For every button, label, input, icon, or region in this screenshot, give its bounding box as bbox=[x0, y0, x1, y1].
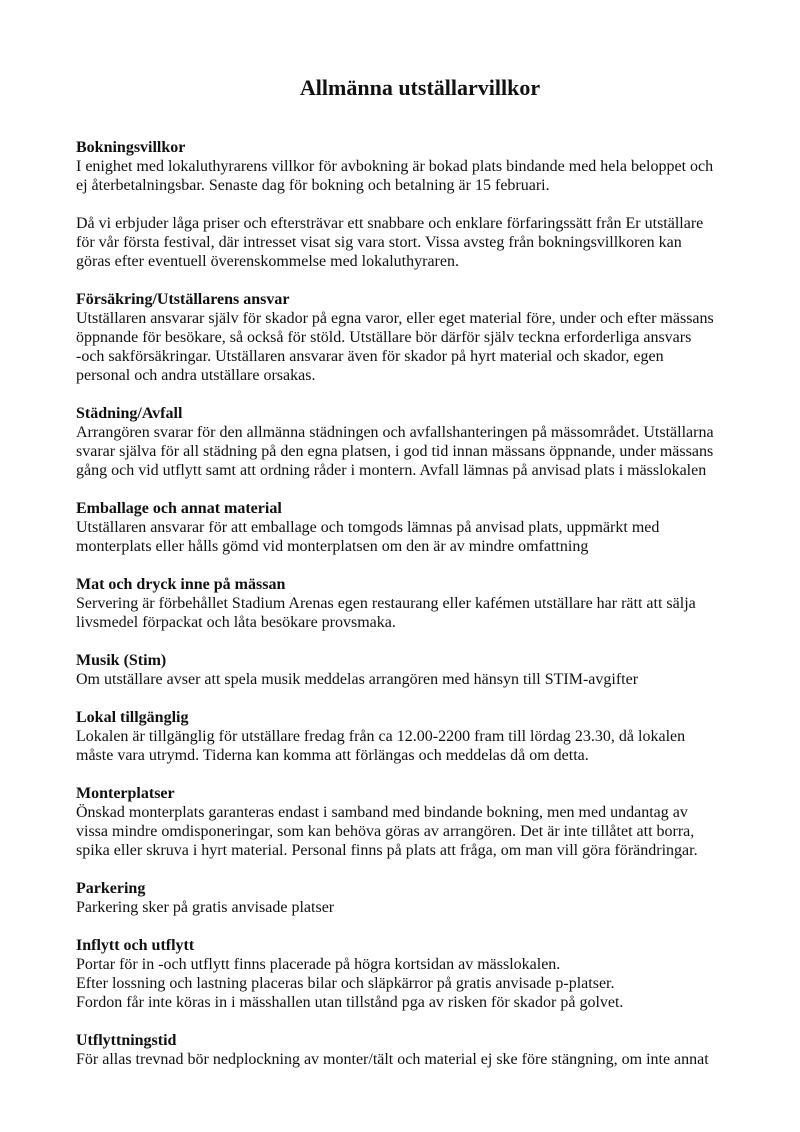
paragraph-line: Utställaren ansvarar för att emballage och tomgods lämnas på anvisad plats, uppmärkt med bbox=[76, 519, 660, 536]
paragraph-line: monterplats eller hålls gömd vid monterplatsen om den är av mindre omfattning bbox=[76, 538, 589, 555]
section-paragraph bbox=[76, 157, 756, 195]
paragraph-line: livsmedel förpackat och låta besökare provsmaka. bbox=[76, 614, 396, 631]
section bbox=[76, 575, 756, 632]
paragraph-gap bbox=[76, 195, 756, 214]
section-paragraph bbox=[76, 898, 756, 917]
section-heading: Bokningsvillkor bbox=[76, 139, 186, 156]
section bbox=[76, 290, 756, 385]
paragraph-line: -och sakförsäkringar. Utställaren ansvarar även för skador på hyrt material och skador, egen bbox=[76, 348, 664, 365]
section-heading: Musik (Stim) bbox=[76, 652, 167, 669]
paragraph-line: Önskad monterplats garanteras endast i samband med bindande bokning, men med undantag av bbox=[76, 804, 688, 821]
section bbox=[76, 404, 756, 480]
section bbox=[76, 138, 756, 271]
section bbox=[76, 499, 756, 556]
paragraph-line: gång och vid utflytt samt att ordning råder i montern. Avfall lämnas på anvisad plats i mässlokalen bbox=[76, 462, 707, 479]
section-paragraph bbox=[76, 518, 756, 556]
section-heading: Försäkring/Utställarens ansvar bbox=[76, 291, 290, 308]
paragraph-line: Servering är förbehållet Stadium Arenas egen restaurang eller kafémen utställare har rätt att sälja bbox=[76, 595, 696, 612]
paragraph-line: spika eller skruva i hyrt material. Personal finns på plats att fråga, om man vill göra förändringar. bbox=[76, 842, 698, 859]
paragraph-line: ej återbetalningsbar. Senaste dag för bokning och betalning är 15 februari. bbox=[76, 177, 550, 194]
paragraph-line: öppnande för besökare, så också för stöld. Utställare bör därför själv teckna erforderliga ansvars bbox=[76, 329, 692, 346]
section-paragraph bbox=[76, 727, 756, 765]
sections-container bbox=[76, 138, 756, 1069]
paragraph-line: Lokalen är tillgänglig för utställare fredag från ca 12.00-2200 fram till lördag 23.30, då lokalen bbox=[76, 728, 686, 745]
section bbox=[76, 708, 756, 765]
paragraph-line: göras efter eventuell överenskommelse med lokaluthyraren. bbox=[76, 253, 459, 270]
section bbox=[76, 651, 756, 689]
section-paragraph bbox=[76, 955, 756, 1012]
paragraph-line: personal och andra utställare orsakas. bbox=[76, 367, 316, 384]
section-heading: Emballage och annat material bbox=[76, 500, 282, 517]
paragraph-line: Arrangören svarar för den allmänna städningen och avfallshanteringen på mässområdet. Utställarna bbox=[76, 424, 714, 441]
section-heading: Utflyttningstid bbox=[76, 1032, 177, 1049]
section-heading: Städning/Avfall bbox=[76, 405, 183, 422]
paragraph-line: Parkering sker på gratis anvisade platser bbox=[76, 899, 335, 916]
paragraph-line: Om utställare avser att spela musik meddelas arrangören med hänsyn till STIM-avgifter bbox=[76, 671, 639, 688]
paragraph-line: För allas trevnad bör nedplockning av monter/tält och material ej ske före stängning, om inte annat bbox=[76, 1051, 709, 1068]
section-heading: Monterplatser bbox=[76, 785, 175, 802]
section bbox=[76, 936, 756, 1012]
section-paragraph bbox=[76, 423, 756, 480]
paragraph-line: vissa mindre omdisponeringar, som kan behöva göras av arrangören. Det är inte tillåtet att borra, bbox=[76, 823, 695, 840]
section-heading: Mat och dryck inne på mässan bbox=[76, 576, 286, 593]
section-paragraph bbox=[76, 309, 756, 385]
paragraph-line: för vår första festival, där intresset visat sig vara stort. Vissa avsteg från bokningsvillkoren kan bbox=[76, 234, 682, 251]
section-heading: Lokal tillgänglig bbox=[76, 709, 189, 726]
section-paragraph bbox=[76, 803, 756, 860]
paragraph-line: Då vi erbjuder låga priser och eftersträvar ett snabbare och enklare förfaringssätt från Er utställare bbox=[76, 215, 704, 232]
paragraph-line: Portar för in -och utflytt finns placerade på högra kortsidan av mässlokalen. bbox=[76, 956, 561, 973]
section-paragraph bbox=[76, 670, 756, 689]
paragraph-line: svarar själva för all städning på den egna platsen, i god tid innan mässans öppnande, under mässans bbox=[76, 443, 714, 460]
section-paragraph bbox=[76, 1050, 756, 1069]
section-paragraph bbox=[76, 594, 756, 632]
paragraph-line: måste vara utrymd. Tiderna kan komma att förlängas och meddelas då om detta. bbox=[76, 747, 589, 764]
section bbox=[76, 879, 756, 917]
paragraph-line: Efter lossning och lastning placeras bilar och släpkärror på gratis anvisade p-platser. bbox=[76, 975, 615, 992]
paragraph-line: Fordon får inte köras in i mässhallen utan tillstånd pga av risken för skador på golvet. bbox=[76, 994, 624, 1011]
paragraph-line: I enighet med lokaluthyrarens villkor för avbokning är bokad plats bindande med hela beloppet och bbox=[76, 158, 714, 175]
section-paragraph bbox=[76, 214, 756, 271]
section-heading: Parkering bbox=[76, 880, 146, 897]
paragraph-line: Utställaren ansvarar själv för skador på egna varor, eller eget material före, under och efter mässans bbox=[76, 310, 714, 327]
document-title: Allmänna utställarvillkor bbox=[299, 75, 541, 100]
section-heading: Inflytt och utflytt bbox=[76, 937, 195, 954]
document-page bbox=[76, 74, 756, 1088]
section bbox=[76, 1031, 756, 1069]
section bbox=[76, 784, 756, 860]
